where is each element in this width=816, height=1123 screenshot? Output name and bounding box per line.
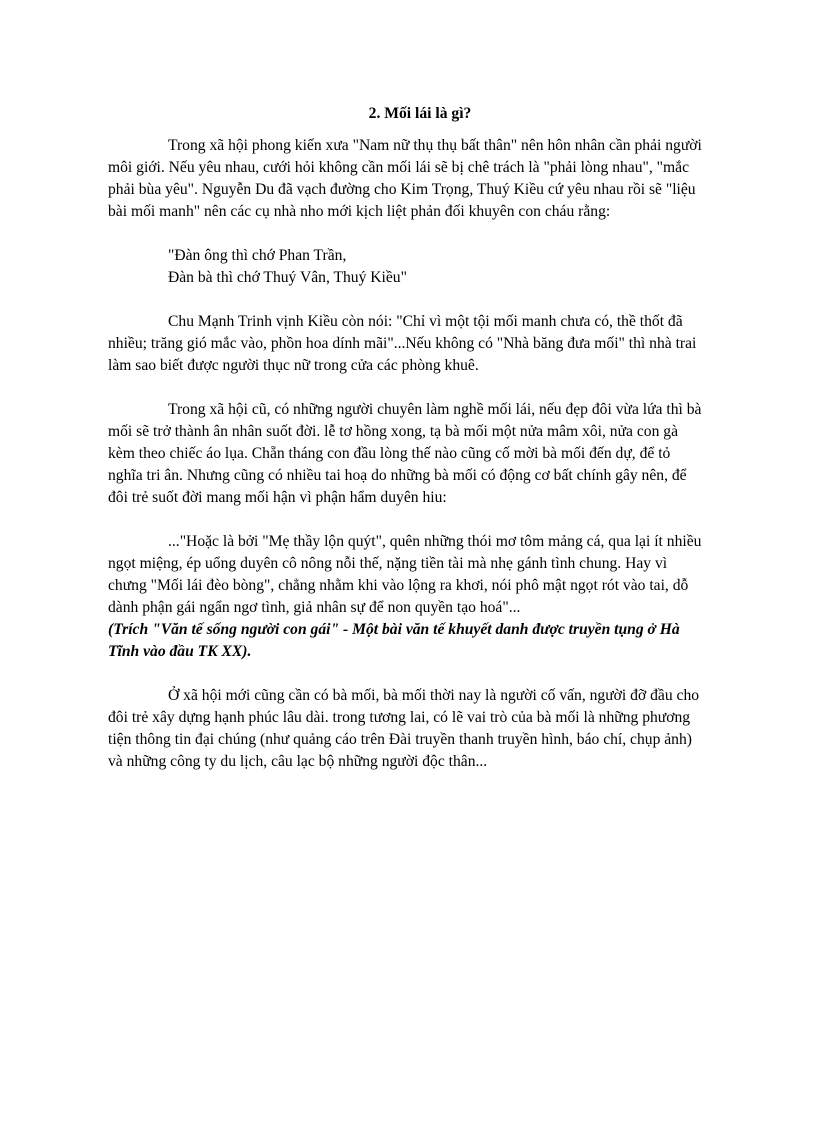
paragraph-traditional-matchmaker: Trong xã hội cũ, có những người chuyên làm nghề mối lái, nếu đẹp đôi vừa lứa thì bà mối sẽ trở thành ân nhân suốt đời. lễ tơ hồng xong, tạ bà mối một nửa mâm xôi, nửa con gà kèm theo chiếc áo lụa. Chẵn tháng con đầu lòng thế nào cũng cố mời bà mối đến dự, để tỏ nghĩa tri ân. Nhưng cũng có nhiều tai hoạ do những bà mối có động cơ bất chính gây nên, để đôi trẻ suốt đời mang mối hận vì phận hẩm duyên hiu:: [108, 401, 702, 506]
spacer: [108, 223, 708, 245]
spacer: [108, 377, 708, 399]
spacer: [108, 509, 708, 531]
paragraph-modern-matchmaker: Ở xã hội mới cũng cần có bà mối, bà mối thời nay là người cố vấn, người đỡ đầu cho đôi trẻ xây dựng hạnh phúc lâu dài. trong tương lai, có lẽ vai trò của bà mối là những phương tiện thông tin đại chúng (như quảng cáo trên Đài truyền thanh truyền hình, báo chí, chụp ảnh) và những công ty du lịch, câu lạc bộ những người độc thân...: [108, 687, 700, 770]
poem-line-2: Đàn bà thì chớ Thuý Vân, Thuý Kiều": [168, 269, 407, 286]
poem-line-1: "Đàn ông thì chớ Phan Trần,: [168, 247, 347, 264]
section-title: 2. Mối lái là gì?: [368, 105, 472, 122]
paragraph-chu-manh-trinh: Chu Mạnh Trinh vịnh Kiều còn nói: "Chỉ vì một tội mối manh chưa có, thề thốt đã nhiều; trăng gió mắc vào, phồn hoa dính mãi"...Nếu không có "Nhà băng đưa mối" thì nhà trai làm sao biết được người thục nữ trong cửa các phòng khuê.: [108, 313, 697, 374]
paragraph-intro: Trong xã hội phong kiến xưa "Nam nữ thụ thụ bất thân" nên hôn nhân cần phải người môi giới. Nếu yêu nhau, cưới hỏi không cần mối lái sẽ bị chê trách là "phải lòng nhau", "mắc phải bùa yêu". Nguyễn Du đã vạch đường cho Kim Trọng, Thuý Kiều cứ yêu nhau rồi sẽ "liệu bài mối manh" nên các cụ nhà nho mới kịch liệt phản đối khuyên con cháu rằng:: [108, 137, 702, 220]
document-body: [108, 103, 708, 773]
spacer: [108, 663, 708, 685]
spacer: [108, 289, 708, 311]
quote-citation: (Trích "Văn tế sống người con gái" - Một bài văn tế khuyết danh được truyền tụng ở Hà Tĩnh vào đầu TK XX).: [108, 621, 680, 660]
quote-van-te: ..."Hoặc là bởi "Mẹ thầy lộn quýt", quên những thói mơ tôm mảng cá, qua lại ít nhiều ngọt miệng, ép uổng duyên cô nông nỗi thế, nặng tiền tài mà nhẹ gánh tình chung. Hay vì chưng "Mối lái đèo bòng", chẳng nhằm khi vào lộng ra khơi, nói phô mật ngọt rót vào tai, dỗ dành phận gái ngẩn ngơ tình, giả nhân sự để non quyền tạo hoá"...: [108, 533, 702, 616]
